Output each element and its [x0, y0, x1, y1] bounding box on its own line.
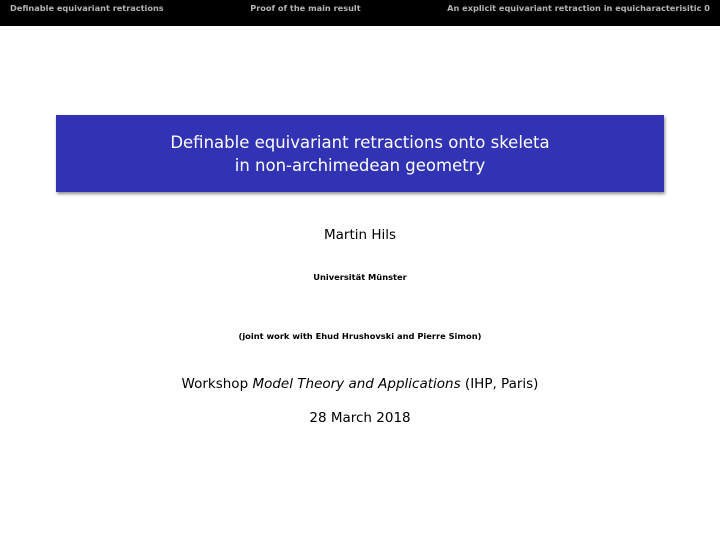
nav-section-definable-retractions[interactable]: Definable equivariant retractions [10, 3, 164, 13]
event-name: Model Theory and Applications [252, 376, 461, 392]
event-prefix: Workshop [181, 376, 249, 392]
joint-work-note: (joint work with Ehud Hrushovski and Pierre Simon) [238, 331, 482, 341]
title-block [56, 115, 664, 192]
institute: Universität Münster [313, 272, 407, 282]
nav-section-proof-main-result[interactable]: Proof of the main result [250, 3, 361, 13]
author-name: Martin Hils [323, 227, 397, 243]
title-line-2: in non-archimedean geometry [234, 155, 486, 175]
nav-section-explicit-retraction[interactable]: An explicit equivariant retraction in equicharacterisitic 0 [447, 3, 710, 13]
title-line-1: Definable equivariant retractions onto skeleta [170, 132, 550, 152]
event-location: (IHP, Paris) [464, 376, 539, 392]
section-navbar [0, 0, 720, 26]
talk-date: 28 March 2018 [309, 410, 411, 426]
event-line [0, 376, 720, 392]
